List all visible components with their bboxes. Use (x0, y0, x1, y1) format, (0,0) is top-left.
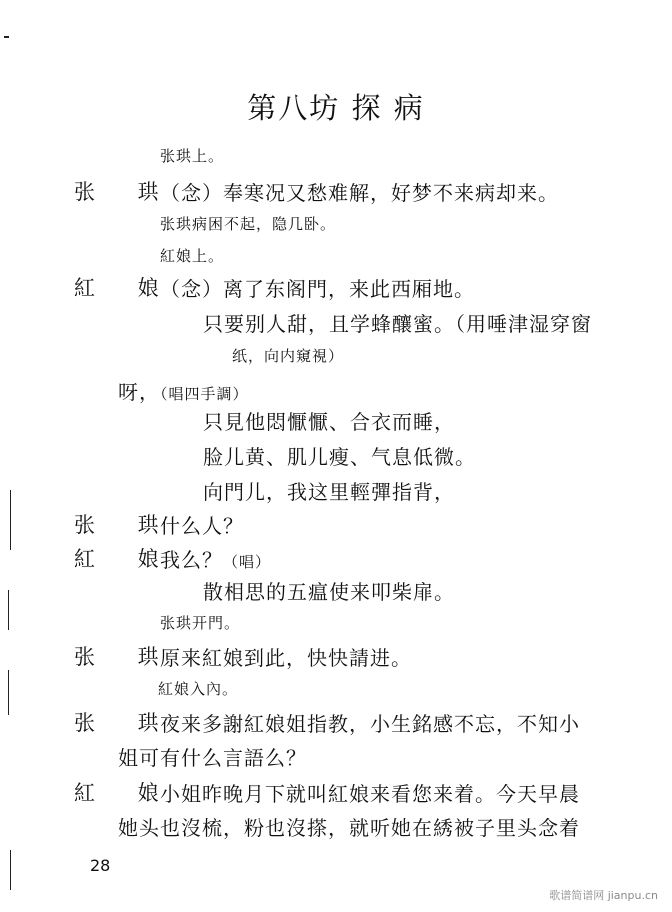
scene-title: 第八坊 探 病 (247, 91, 425, 125)
speaker-name: 张 珙 (74, 645, 177, 669)
song-line: 向門儿，我这里輕彈指背， (203, 480, 455, 504)
dialogue-line: （念）奉寒况又愁难解，好梦不来病却来。 (160, 181, 559, 205)
speaker-name: 张 珙 (74, 513, 177, 537)
stage-direction: 纸，向内窺視） (232, 347, 345, 365)
dialogue-line: 小姐昨晚月下就叫紅娘来看您来着。今天早晨 (160, 782, 580, 806)
margin-mark (10, 850, 11, 890)
stage-direction: 紅娘入內。 (158, 680, 239, 698)
margin-mark (10, 490, 11, 550)
interjection: 呀， (118, 380, 160, 404)
dialogue-line: 姐可有什么言語么？ (118, 746, 307, 770)
dialogue-line: 原来紅娘到此，快快請进。 (160, 646, 412, 670)
singing-direction: （唱四手調） (160, 385, 249, 403)
stage-direction: 张珙上。 (160, 147, 225, 165)
dialogue-line (160, 544, 271, 573)
speaker-name: 紅 娘 (74, 781, 177, 805)
stage-direction: 张珙病困不起，隐几卧。 (160, 215, 337, 233)
site-watermark: 歌谱简谱网 jianpu.cn (549, 889, 658, 902)
dialogue-text: 我么？ (160, 548, 223, 572)
dialogue-line: （念）离了东阁門，来此西厢地。 (160, 277, 475, 301)
song-line: 散相思的五瘟使来叩柴扉。 (203, 580, 455, 604)
margin-mark (8, 670, 9, 715)
speaker-name: 紅 娘 (74, 276, 177, 300)
stage-direction: 紅娘上。 (160, 247, 225, 265)
speaker-name: 张 珙 (74, 180, 177, 204)
dialogue-line: 只要别人甜，且学蜂釀蜜。（用唾津湿穿窗 (203, 312, 592, 336)
song-line: 只見他悶懨懨、合衣而睡， (203, 410, 455, 434)
margin-mark (8, 590, 9, 630)
dialogue-line: 什么人？ (160, 514, 244, 538)
singing-direction: （唱） (223, 553, 272, 571)
margin-mark (4, 36, 9, 38)
page-number: 28 (90, 856, 111, 875)
speaker-name: 紅 娘 (74, 547, 177, 571)
dialogue-line: 夜来多謝紅娘姐指教，小生銘感不忘，不知小 (160, 712, 580, 736)
stage-direction: 张珙开門。 (160, 614, 241, 632)
dialogue-line: 她头也沒梳，粉也沒搽，就听她在綉被子里头念着 (118, 816, 580, 840)
speaker-name: 张 珙 (74, 711, 177, 735)
dialogue-line (118, 376, 249, 405)
song-line: 脸儿黄、肌儿瘦、气息低微。 (203, 445, 476, 469)
